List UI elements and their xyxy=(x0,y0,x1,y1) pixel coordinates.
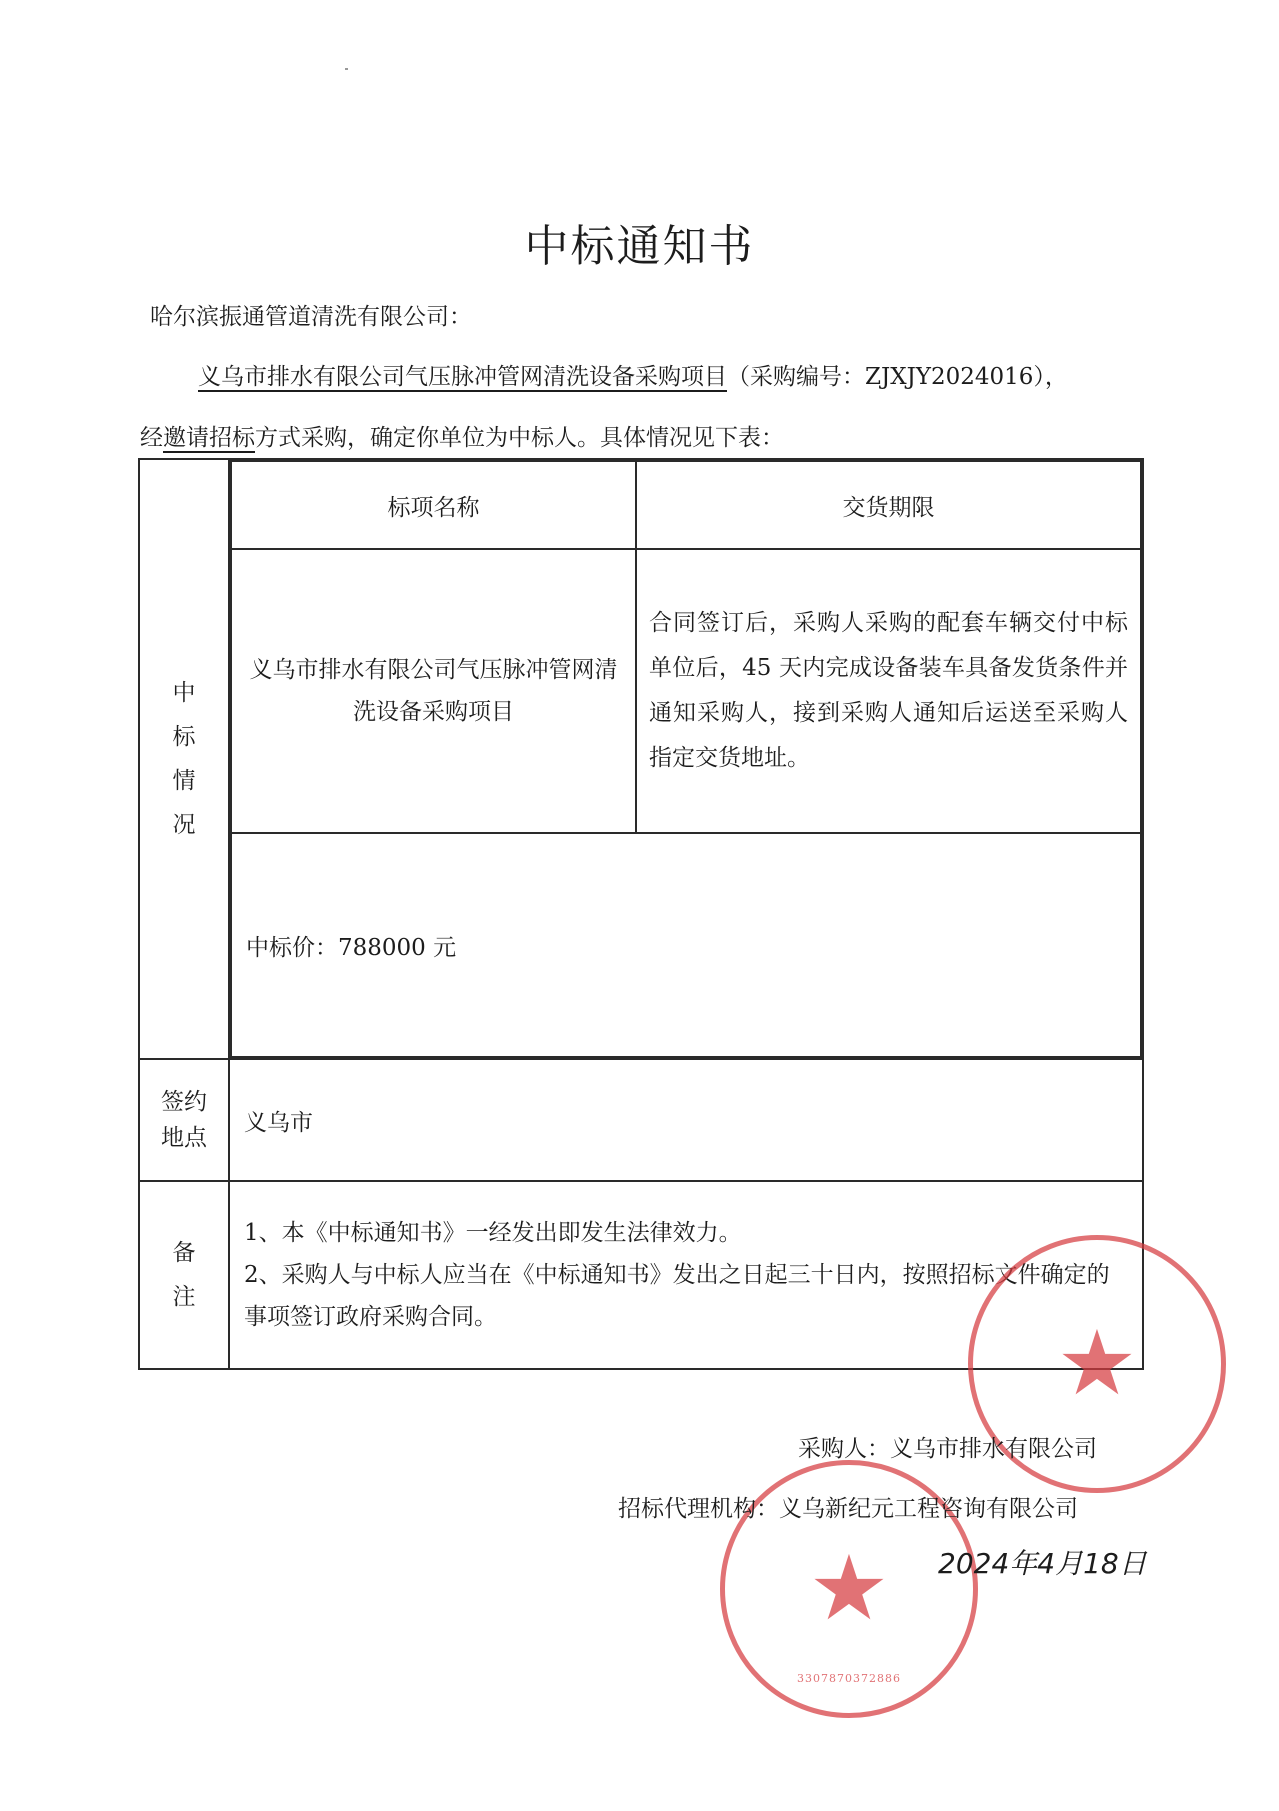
purchaser-signature: 采购人：义乌市排水有限公司 xyxy=(798,1436,1097,1462)
agency-seal-code: 3307870372886 xyxy=(797,1672,901,1685)
note-2: 2、采购人与中标人应当在《中标通知书》发出之日起三十日内，按照招标文件确定的事项签订政府采购合同。 xyxy=(244,1262,1110,1330)
section-label-char: 情 xyxy=(172,768,196,794)
header-delivery: 交货期限 xyxy=(636,461,1141,549)
winning-price: 中标价：788000 元 xyxy=(231,833,1141,1057)
section-label-char: 况 xyxy=(172,812,196,838)
win-details xyxy=(229,459,1143,1059)
section-label-row: 地点 xyxy=(161,1125,207,1151)
delivery-cell: 合同签订后，采购人采购的配套车辆交付中标单位后，45 天内完成设备装车具备发货条件并通知采购人，接到采购人通知后运送至采购人指定交货地址。 xyxy=(636,549,1141,833)
header-item-name: 标项名称 xyxy=(231,461,636,549)
section-label-char: 注 xyxy=(172,1284,196,1310)
section-win-label xyxy=(139,459,229,1059)
seal-star-icon: ★ xyxy=(808,1536,890,1641)
signing-place: 义乌市 xyxy=(229,1059,1143,1181)
section-win-text xyxy=(140,671,228,847)
section-notes-label xyxy=(139,1181,229,1369)
note-1: 1、本《中标通知书》一经发出即发生法律效力。 xyxy=(244,1220,742,1246)
procurement-method: 邀请招标 xyxy=(163,425,255,451)
section-label-char: 标 xyxy=(172,724,196,750)
seal-star-icon: ★ xyxy=(1056,1311,1138,1416)
win-inner-table xyxy=(230,460,1142,1058)
signed-date: 2024年4月18日 xyxy=(938,1547,1147,1580)
procurement-code: （采购编号：ZJXJY2024016）， xyxy=(727,364,1068,390)
intro-line-2 xyxy=(140,419,784,452)
scan-speck xyxy=(345,68,348,70)
section-label-row: 签约 xyxy=(161,1089,207,1115)
agency-signature: 招标代理机构：义乌新纪元工程咨询有限公司 xyxy=(618,1496,1078,1522)
item-name-cell: 义乌市排水有限公司气压脉冲管网清洗设备采购项目 xyxy=(231,549,636,833)
section-place-text xyxy=(140,1084,228,1156)
award-table xyxy=(138,458,1144,1370)
section-label-char: 备 xyxy=(172,1240,196,1266)
recipient: 哈尔滨振通管道清洗有限公司： xyxy=(150,304,472,330)
intro-suffix: 方式采购，确定你单位为中标人。具体情况见下表： xyxy=(255,425,784,451)
project-name: 义乌市排水有限公司气压脉冲管网清洗设备采购项目 xyxy=(198,364,727,390)
section-label-char: 中 xyxy=(172,680,196,706)
section-place-label xyxy=(139,1059,229,1181)
section-notes-text xyxy=(140,1231,228,1319)
intro-prefix: 经 xyxy=(140,425,163,451)
document-title: 中标通知书 xyxy=(524,221,755,272)
intro-line-1 xyxy=(198,358,1068,391)
